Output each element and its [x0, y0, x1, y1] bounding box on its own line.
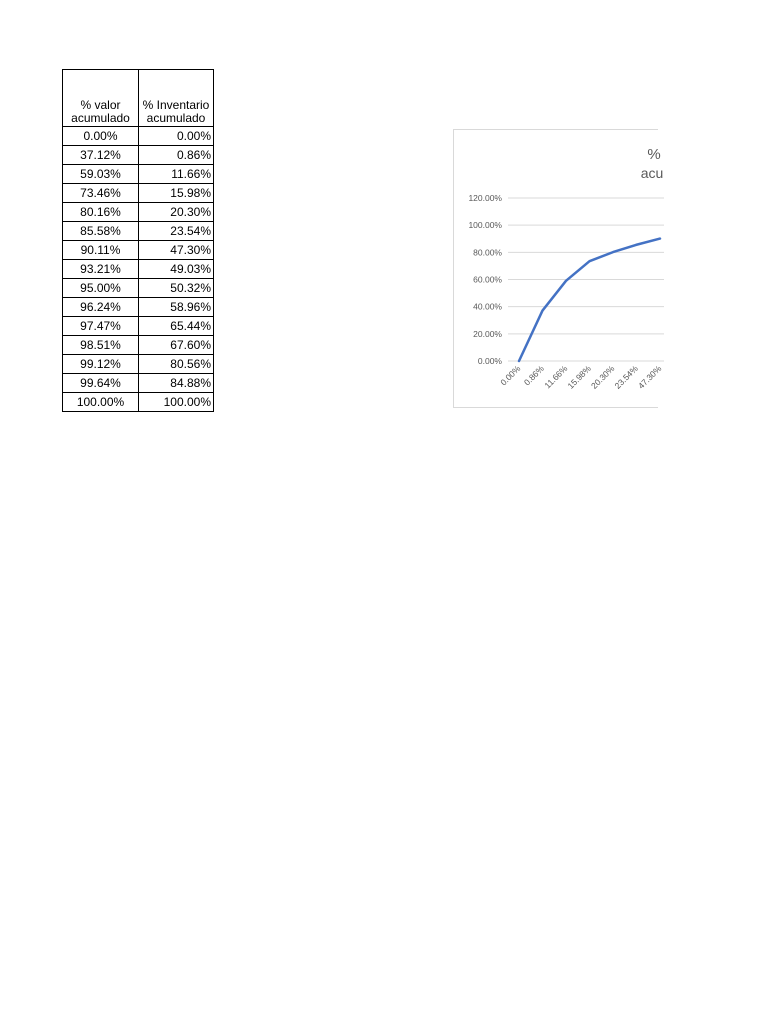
- table-row: [63, 146, 214, 165]
- cell-inventario-acumulado: 80.56%: [139, 355, 214, 374]
- y-tick-label: 40.00%: [473, 301, 502, 312]
- cell-valor-acumulado: 73.46%: [63, 184, 139, 203]
- cell-inventario-acumulado: 0.86%: [139, 146, 214, 165]
- x-tick-label: 20.30%: [588, 363, 617, 391]
- header-line: acumulado: [71, 111, 130, 125]
- y-tick-label: 60.00%: [473, 274, 502, 285]
- data-table: [62, 69, 214, 412]
- cell-inventario-acumulado: 50.32%: [139, 279, 214, 298]
- table-row: [63, 127, 214, 146]
- cell-inventario-acumulado: 0.00%: [139, 127, 214, 146]
- cell-valor-acumulado: 37.12%: [63, 146, 139, 165]
- cell-valor-acumulado: 96.24%: [63, 298, 139, 317]
- cell-inventario-acumulado: 100.00%: [139, 393, 214, 412]
- y-tick-label: 100.00%: [468, 220, 502, 231]
- y-tick-label: 0.00%: [477, 356, 502, 366]
- table-row: [63, 241, 214, 260]
- table-row: [63, 184, 214, 203]
- cell-valor-acumulado: 85.58%: [63, 222, 139, 241]
- table-row: [63, 260, 214, 279]
- cell-valor-acumulado: 98.51%: [63, 336, 139, 355]
- cell-inventario-acumulado: 67.60%: [139, 336, 214, 355]
- cell-valor-acumulado: 80.16%: [63, 203, 139, 222]
- cell-inventario-acumulado: 11.66%: [139, 165, 214, 184]
- chart-svg: [454, 130, 664, 409]
- cell-valor-acumulado: 59.03%: [63, 165, 139, 184]
- cell-inventario-acumulado: 65.44%: [139, 317, 214, 336]
- column-header-inventario: [139, 70, 214, 127]
- cell-valor-acumulado: 100.00%: [63, 393, 139, 412]
- x-tick-label: 15.98%: [565, 363, 593, 391]
- table-body: [63, 127, 214, 412]
- table-row: [63, 222, 214, 241]
- header-line: % valor: [80, 98, 121, 112]
- table-row: [63, 298, 214, 317]
- y-tick-label: 20.00%: [473, 328, 502, 339]
- cell-valor-acumulado: 90.11%: [63, 241, 139, 260]
- line-chart: [453, 129, 664, 408]
- cell-inventario-acumulado: 47.30%: [139, 241, 214, 260]
- header-line: acumulado: [146, 111, 206, 125]
- table-row: [63, 355, 214, 374]
- table-row: [63, 336, 214, 355]
- cell-inventario-acumulado: 84.88%: [139, 374, 214, 393]
- cell-valor-acumulado: 0.00%: [63, 127, 139, 146]
- table-row: [63, 279, 214, 298]
- x-tick-label: 0.86%: [521, 363, 546, 388]
- table-row: [63, 393, 214, 412]
- chart-title-line: %: [647, 146, 661, 163]
- table-row: [63, 374, 214, 393]
- cell-inventario-acumulado: 15.98%: [139, 184, 214, 203]
- cell-valor-acumulado: 95.00%: [63, 279, 139, 298]
- series-line: [519, 239, 660, 361]
- y-tick-label: 120.00%: [468, 193, 502, 203]
- cell-inventario-acumulado: 23.54%: [139, 222, 214, 241]
- x-tick-label: 47.30%: [635, 363, 664, 391]
- table-header-row: [63, 70, 214, 127]
- cell-inventario-acumulado: 58.96%: [139, 298, 214, 317]
- x-tick-label: 0.00%: [498, 363, 523, 388]
- cell-valor-acumulado: 97.47%: [63, 317, 139, 336]
- cell-valor-acumulado: 93.21%: [63, 260, 139, 279]
- table-row: [63, 165, 214, 184]
- y-tick-label: 80.00%: [473, 247, 502, 258]
- x-tick-label: 23.54%: [612, 363, 640, 391]
- cell-valor-acumulado: 99.64%: [63, 374, 139, 393]
- x-tick-label: 11.66%: [542, 363, 570, 391]
- cell-inventario-acumulado: 20.30%: [139, 203, 214, 222]
- chart-title-line: acu: [640, 165, 664, 181]
- cell-inventario-acumulado: 49.03%: [139, 260, 214, 279]
- column-header-valor: [63, 70, 139, 127]
- table-row: [63, 203, 214, 222]
- cell-valor-acumulado: 99.12%: [63, 355, 139, 374]
- table-row: [63, 317, 214, 336]
- header-line: % Inventario: [142, 98, 210, 112]
